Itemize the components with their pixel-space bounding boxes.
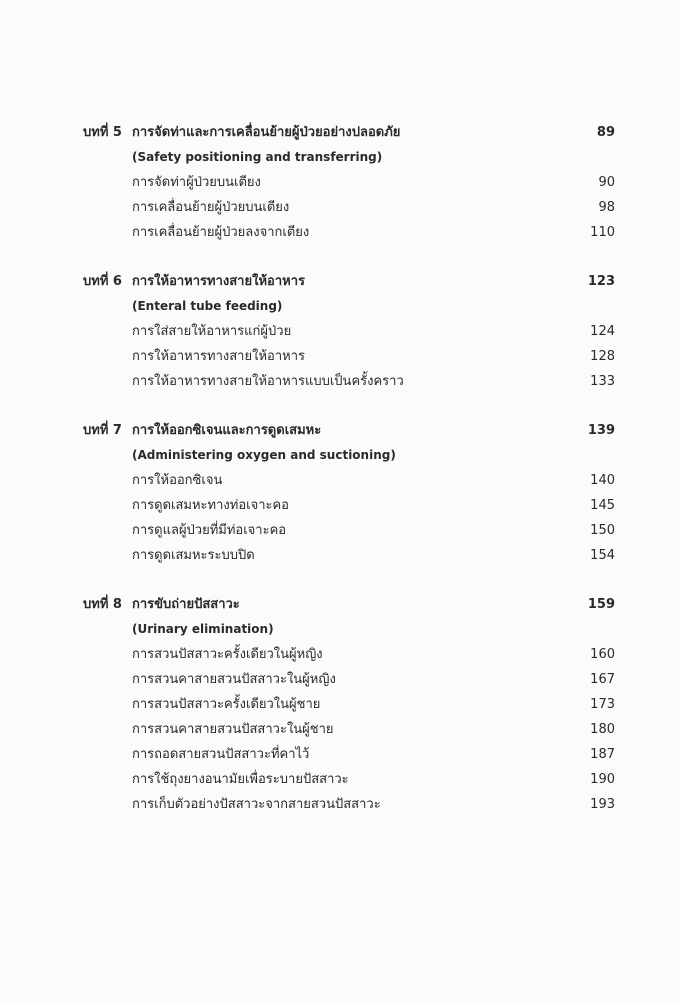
toc-entry[interactable] <box>0 792 679 817</box>
chapter-section <box>0 592 679 817</box>
chapter-number: บทที่ 7 <box>83 423 122 438</box>
toc-entry[interactable] <box>0 170 679 195</box>
toc-entry-title: การดูแลผู้ป่วยที่มีท่อเจาะคอ <box>132 523 287 538</box>
chapter-english-title: (Urinary elimination) <box>132 622 274 636</box>
chapter-title: การขับถ่ายปัสสาวะ <box>132 597 240 612</box>
toc-entry-page-number: 160 <box>590 647 615 662</box>
toc-entry-page-number: 110 <box>590 225 615 240</box>
toc-entry-title: การเคลื่อนย้ายผู้ป่วยบนเตียง <box>132 200 290 215</box>
chapter-number: บทที่ 5 <box>83 125 122 140</box>
toc-entry-page-number: 190 <box>590 772 615 787</box>
toc-entry-title: การให้อาหารทางสายให้อาหาร <box>132 349 305 364</box>
toc-entry-page-number: 154 <box>590 548 615 563</box>
toc-entry-title: การเคลื่อนย้ายผู้ป่วยลงจากเตียง <box>132 225 310 240</box>
chapter-title: การให้ออกซิเจนและการดูดเสมหะ <box>132 423 322 438</box>
toc-entry-page-number: 193 <box>590 797 615 812</box>
toc-entry[interactable] <box>0 717 679 742</box>
toc-entry-page-number: 167 <box>590 672 615 687</box>
toc-entry-title: การถอดสายสวนปัสสาวะที่คาไว้ <box>132 747 310 762</box>
toc-entry[interactable] <box>0 642 679 667</box>
toc-entry[interactable] <box>0 667 679 692</box>
chapter-english-title-row <box>0 617 679 642</box>
chapter-section <box>0 120 679 245</box>
toc-entry[interactable] <box>0 195 679 220</box>
toc-entry-page-number: 150 <box>590 523 615 538</box>
toc-entry-title: การดูดเสมหะระบบปิด <box>132 548 255 563</box>
toc-entry[interactable] <box>0 518 679 543</box>
toc-entry-title: การจัดท่าผู้ป่วยบนเตียง <box>132 175 261 190</box>
chapter-heading-row[interactable] <box>0 592 679 617</box>
toc-entry[interactable] <box>0 344 679 369</box>
toc-entry-title: การให้ออกซิเจน <box>132 473 223 488</box>
toc-entry-title: การสวนปัสสาวะครั้งเดียวในผู้หญิง <box>132 647 323 662</box>
toc-entry-page-number: 180 <box>590 722 615 737</box>
chapter-english-title-row <box>0 145 679 170</box>
chapter-page-number: 123 <box>587 274 615 289</box>
chapter-title: การให้อาหารทางสายให้อาหาร <box>132 274 305 289</box>
toc-entry-page-number: 145 <box>590 498 615 513</box>
toc-entry-title: การเก็บตัวอย่างปัสสาวะจากสายสวนปัสสาวะ <box>132 797 381 812</box>
chapter-english-title-row <box>0 443 679 468</box>
chapter-english-title-row <box>0 294 679 319</box>
chapter-heading-row[interactable] <box>0 418 679 443</box>
toc-entry-title: การใช้ถุงยางอนามัยเพื่อระบายปัสสาวะ <box>132 772 349 787</box>
chapter-number: บทที่ 6 <box>83 274 122 289</box>
toc-entry[interactable] <box>0 543 679 568</box>
toc-entry[interactable] <box>0 767 679 792</box>
toc-entry-title: การให้อาหารทางสายให้อาหารแบบเป็นครั้งคราว <box>132 374 404 389</box>
table-of-contents <box>0 120 679 841</box>
toc-entry-title: การสวนปัสสาวะครั้งเดียวในผู้ชาย <box>132 697 321 712</box>
chapter-section <box>0 418 679 568</box>
toc-entry-title: การดูดเสมหะทางท่อเจาะคอ <box>132 498 289 513</box>
toc-entry-page-number: 128 <box>590 349 615 364</box>
chapter-english-title: (Administering oxygen and suctioning) <box>132 448 396 462</box>
chapter-english-title: (Enteral tube feeding) <box>132 299 283 313</box>
toc-entry[interactable] <box>0 493 679 518</box>
toc-entry-page-number: 140 <box>590 473 615 488</box>
toc-entry-page-number: 173 <box>590 697 615 712</box>
toc-entry-title: การสวนคาสายสวนปัสสาวะในผู้ชาย <box>132 722 334 737</box>
chapter-heading-row[interactable] <box>0 120 679 145</box>
chapter-page-number: 139 <box>587 423 615 438</box>
toc-entry-page-number: 90 <box>598 175 615 190</box>
chapter-title: การจัดท่าและการเคลื่อนย้ายผู้ป่วยอย่างปลอดภัย <box>132 125 401 140</box>
toc-entry[interactable] <box>0 319 679 344</box>
toc-entry[interactable] <box>0 220 679 245</box>
chapter-english-title: (Safety positioning and transferring) <box>132 150 383 164</box>
chapter-page-number: 159 <box>587 597 615 612</box>
toc-entry-page-number: 133 <box>590 374 615 389</box>
toc-entry-title: การใส่สายให้อาหารแก่ผู้ป่วย <box>132 324 292 339</box>
toc-entry[interactable] <box>0 692 679 717</box>
chapter-number: บทที่ 8 <box>83 597 122 612</box>
toc-entry[interactable] <box>0 369 679 394</box>
chapter-section <box>0 269 679 394</box>
chapter-page-number: 89 <box>596 125 615 140</box>
toc-entry[interactable] <box>0 468 679 493</box>
toc-entry-page-number: 187 <box>590 747 615 762</box>
toc-entry-page-number: 98 <box>598 200 615 215</box>
toc-entry[interactable] <box>0 742 679 767</box>
toc-entry-title: การสวนคาสายสวนปัสสาวะในผู้หญิง <box>132 672 336 687</box>
chapter-heading-row[interactable] <box>0 269 679 294</box>
toc-entry-page-number: 124 <box>590 324 615 339</box>
